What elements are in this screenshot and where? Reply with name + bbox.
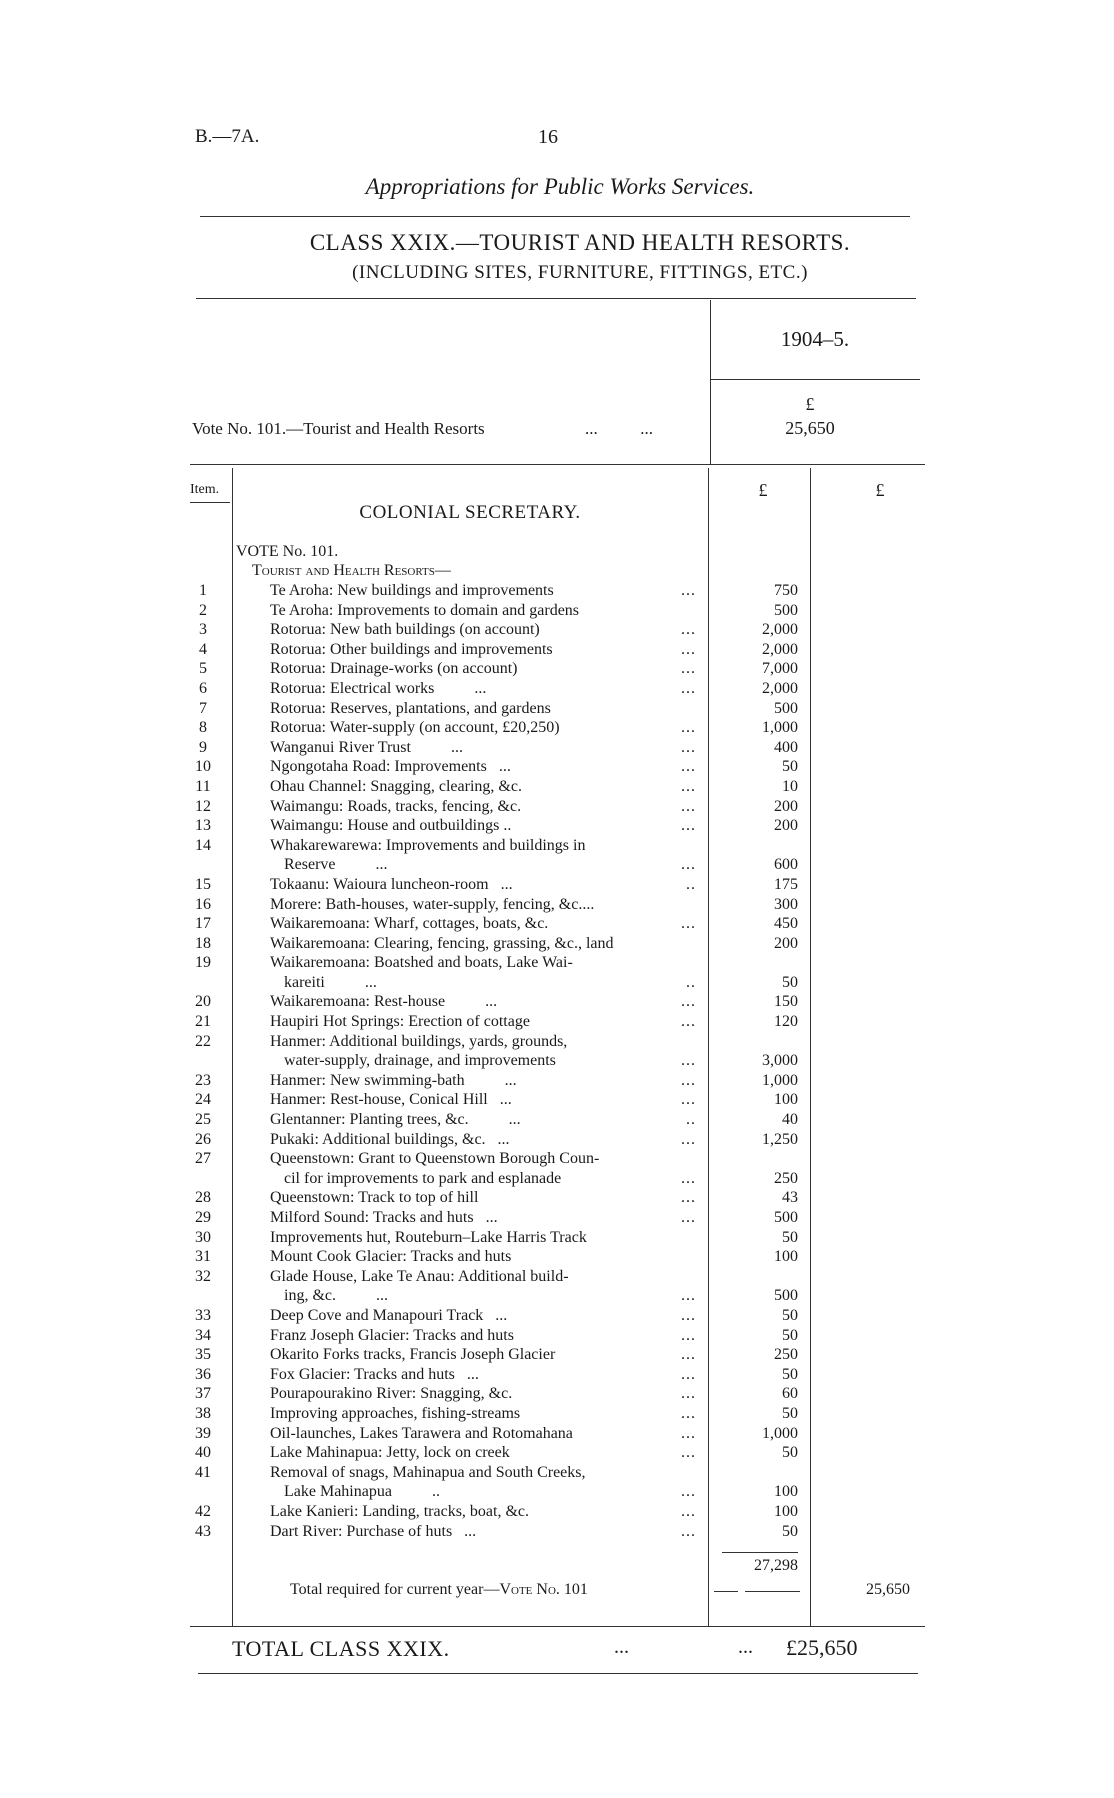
table-row [0, 581, 1114, 601]
item-description: kareiti ... [284, 973, 377, 991]
item-amount: 50 [782, 1306, 798, 1324]
item-number: 42 [195, 1502, 211, 1520]
item-amount: 2,000 [762, 679, 798, 697]
rule-under-title [196, 298, 916, 299]
item-amount: 300 [774, 895, 798, 913]
table-row [0, 1071, 1114, 1091]
item-description: Glade House, Lake Te Anau: Additional build- [270, 1267, 569, 1285]
item-number: 33 [195, 1306, 211, 1324]
total-amount: 25,650 [866, 1581, 910, 1598]
item-amount: 7,000 [762, 660, 798, 678]
total-class-dots-1: ... [614, 1636, 629, 1658]
item-description: Mount Cook Glacier: Tracks and huts [270, 1248, 512, 1266]
item-description: Improvements hut, Routeburn–Lake Harris Track [270, 1228, 587, 1246]
table-row [0, 1482, 1114, 1502]
table-row [0, 1130, 1114, 1150]
item-description: Rotorua: Water-supply (on account, £20,250) [270, 719, 560, 737]
item-number: 32 [195, 1267, 211, 1285]
item-number: 5 [199, 660, 207, 678]
item-amount: 50 [782, 1404, 798, 1422]
table-row [0, 953, 1114, 973]
total-class-label: TOTAL CLASS XXIX. [232, 1636, 450, 1661]
item-number: 37 [195, 1385, 211, 1403]
item-leader-dots: ... [681, 1306, 696, 1324]
item-leader-dots: ... [681, 1189, 696, 1207]
item-leader-dots: ... [681, 1444, 696, 1462]
year-rule [710, 379, 920, 380]
item-leader-dots: ... [681, 679, 696, 697]
vote-amount: 25,650 [785, 418, 835, 438]
table-row [0, 1208, 1114, 1228]
item-leader-dots: ... [681, 1502, 696, 1520]
table-row [0, 1306, 1114, 1326]
item-description: Whakarewarewa: Improvements and buildings in [270, 836, 586, 854]
item-description: Rotorua: Reserves, plantations, and gardens [270, 699, 551, 717]
item-number: 15 [195, 875, 211, 893]
item-amount: 500 [774, 601, 798, 619]
item-leader-dots: ... [681, 1483, 696, 1501]
item-number: 3 [199, 621, 207, 639]
item-leader-dots: ... [681, 1404, 696, 1422]
item-amount: 1,000 [762, 719, 798, 737]
rule-bottom-table [190, 1626, 925, 1627]
item-description: Hanmer: New swimming-bath ... [270, 1071, 517, 1089]
item-number: 1 [199, 582, 207, 599]
table-row [0, 895, 1114, 915]
vote-label: Vote No. 101.—Tourist and Health Resorts [192, 419, 485, 438]
item-description: Waimangu: Roads, tracks, fencing, &c. [270, 797, 522, 815]
item-number: 23 [195, 1071, 211, 1089]
total-class-dots-2: ... [738, 1636, 753, 1658]
item-leader-dots: ... [681, 738, 696, 756]
item-number: 24 [195, 1091, 211, 1109]
year-heading: 1904–5. [780, 327, 850, 351]
item-leader-dots: .. [686, 1111, 696, 1129]
table-row [0, 1051, 1114, 1071]
item-amount: 60 [782, 1385, 798, 1403]
summary-divider [710, 300, 711, 464]
item-leader-dots: ... [681, 640, 696, 658]
item-description: Rotorua: Drainage-works (on account) [270, 660, 518, 678]
table-row [0, 757, 1114, 777]
table-row [0, 914, 1114, 934]
page-reference: B.—7A. [195, 126, 260, 147]
item-number: 27 [195, 1150, 211, 1168]
table-row [0, 1090, 1114, 1110]
table-row [0, 1169, 1114, 1189]
item-amount: 50 [782, 1365, 798, 1383]
table-row [0, 718, 1114, 738]
table-row [0, 601, 1114, 621]
item-description: Lake Mahinapua: Jetty, lock on creek [270, 1444, 510, 1462]
item-number: 16 [195, 895, 211, 913]
item-number: 8 [199, 719, 207, 737]
table-row [0, 1228, 1114, 1248]
table-row [0, 1032, 1114, 1052]
item-amount: 100 [774, 1483, 798, 1501]
table-row [0, 836, 1114, 856]
item-amount: 400 [774, 738, 798, 756]
table-row [0, 1149, 1114, 1169]
item-description: Queenstown: Grant to Queenstown Borough Coun- [270, 1150, 600, 1168]
item-number: 38 [195, 1404, 211, 1422]
item-description: Waimangu: House and outbuildings .. [270, 817, 512, 835]
item-leader-dots: ... [681, 1209, 696, 1226]
item-amount: 1,000 [762, 1071, 798, 1089]
item-number: 28 [195, 1189, 211, 1207]
summary-currency: £ [805, 394, 815, 414]
table-row [0, 992, 1114, 1012]
item-amount: 40 [782, 1111, 798, 1129]
item-number: 41 [195, 1463, 211, 1481]
item-number: 40 [195, 1444, 211, 1462]
item-number: 19 [195, 954, 211, 972]
vote-heading: VOTE No. 101. [236, 543, 339, 560]
item-header: Item. [190, 482, 220, 497]
item-description: Okarito Forks tracks, Francis Joseph Glacier [270, 1346, 556, 1364]
item-number: 18 [195, 934, 211, 952]
department-heading: COLONIAL SECRETARY. [359, 502, 581, 523]
item-number: 25 [195, 1111, 211, 1129]
item-leader-dots: ... [681, 797, 696, 815]
item-leader-dots: ... [681, 777, 696, 795]
item-leader-dots: ... [681, 1013, 696, 1031]
item-description: Reserve ... [284, 856, 388, 874]
item-amount: 200 [774, 817, 798, 835]
class-title: CLASS XXIX.—TOURIST AND HEALTH RESORTS. [309, 230, 851, 255]
total-label [290, 1581, 588, 1599]
item-description: Franz Joseph Glacier: Tracks and huts [270, 1326, 514, 1344]
item-description: cil for improvements to park and esplanade [284, 1169, 562, 1187]
item-amount: 43 [782, 1189, 798, 1207]
item-number: 26 [195, 1130, 211, 1148]
item-number: 43 [195, 1522, 211, 1540]
item-amount: 1,250 [762, 1130, 798, 1148]
item-number: 10 [195, 758, 211, 776]
item-number: 7 [199, 699, 207, 717]
item-description: Lake Kanieri: Landing, tracks, boat, &c. [270, 1502, 530, 1520]
item-description: Te Aroha: New buildings and improvements [270, 582, 554, 599]
item-description: Rotorua: Electrical works ... [270, 679, 487, 697]
table-row [0, 738, 1114, 758]
item-description: Ohau Channel: Snagging, clearing, &c. [270, 777, 522, 795]
table-row [0, 1326, 1114, 1346]
item-leader-dots: ... [681, 856, 696, 874]
item-description: Fox Glacier: Tracks and huts ... [270, 1365, 479, 1383]
table-row [0, 875, 1114, 895]
item-number: 34 [195, 1326, 211, 1344]
item-description: Glentanner: Planting trees, &c. ... [270, 1111, 521, 1129]
item-number: 35 [195, 1346, 211, 1364]
item-leader-dots: ... [681, 993, 696, 1011]
item-number: 30 [195, 1228, 211, 1246]
item-amount: 500 [774, 1209, 798, 1226]
table-row [0, 699, 1114, 719]
item-description: Oil-launches, Lakes Tarawera and Rotomahana [270, 1424, 573, 1442]
item-number: 20 [195, 993, 211, 1011]
item-amount: 100 [774, 1248, 798, 1266]
item-amount: 50 [782, 973, 798, 991]
item-description: water-supply, drainage, and improvements [284, 1052, 556, 1070]
item-amount: 600 [774, 856, 798, 874]
rule-footer [198, 1673, 918, 1674]
table-row [0, 640, 1114, 660]
table-row [0, 1522, 1114, 1542]
rule-top [200, 216, 910, 217]
item-description: ing, &c. ... [284, 1287, 388, 1305]
item-description: Improving approaches, fishing-streams [270, 1404, 521, 1422]
amount-currency: £ [758, 480, 768, 500]
total-label-prefix: Total required for current year— [290, 1581, 500, 1598]
item-number: 31 [195, 1248, 211, 1266]
item-amount: 750 [774, 582, 798, 599]
item-amount: 10 [782, 777, 798, 795]
item-description: Waikaremoana: Rest-house ... [270, 993, 498, 1011]
item-leader-dots: ... [681, 1385, 696, 1403]
table-row [0, 973, 1114, 993]
item-number: 12 [195, 797, 211, 815]
item-description: Deep Cove and Manapouri Track ... [270, 1306, 508, 1324]
item-header-rule [190, 502, 230, 503]
item-number: 6 [199, 679, 207, 697]
subtotal-amount: 27,298 [754, 1557, 798, 1574]
item-leader-dots: ... [681, 1071, 696, 1089]
group-heading: Tourist and Health Resorts— [252, 562, 451, 579]
item-description: Waikaremoana: Boatshed and boats, Lake Wai- [270, 954, 573, 972]
table-row [0, 1286, 1114, 1306]
item-amount: 100 [774, 1091, 798, 1109]
item-amount: 500 [774, 699, 798, 717]
item-amount: 50 [782, 1522, 798, 1540]
item-leader-dots: ... [681, 1346, 696, 1364]
item-description: Queenstown: Track to top of hill [270, 1189, 479, 1207]
rule-under-summary [190, 464, 925, 465]
item-leader-dots: ... [681, 758, 696, 776]
table-row [0, 659, 1114, 679]
item-number: 11 [195, 777, 211, 795]
item-leader-dots: ... [681, 621, 696, 639]
table-row [0, 1384, 1114, 1404]
item-leader-dots: ... [681, 1130, 696, 1148]
table-row [0, 1424, 1114, 1444]
item-leader-dots: ... [681, 582, 696, 599]
table-row [0, 1345, 1114, 1365]
item-leader-dots: ... [681, 1365, 696, 1383]
item-leader-dots: ... [681, 1522, 696, 1540]
table-row [0, 1267, 1114, 1287]
item-description: Wanganui River Trust ... [270, 738, 463, 756]
item-description: Morere: Bath-houses, water-supply, fencing, &c.... [270, 895, 595, 913]
total-dash-2 [745, 1591, 800, 1592]
item-amount: 50 [782, 1326, 798, 1344]
item-description: Hanmer: Additional buildings, yards, grounds, [270, 1032, 568, 1050]
item-leader-dots: ... [681, 915, 696, 933]
item-description: Pourapourakino River: Snagging, &c. [270, 1385, 513, 1403]
item-list [0, 581, 1114, 1541]
item-description: Waikaremoana: Wharf, cottages, boats, &c. [270, 915, 549, 933]
class-subtitle: (INCLUDING SITES, FURNITURE, FITTINGS, ETC.) [352, 262, 808, 283]
item-number: 21 [195, 1013, 211, 1031]
item-number: 39 [195, 1424, 211, 1442]
table-row [0, 1365, 1114, 1385]
item-amount: 200 [774, 934, 798, 952]
item-amount: 100 [774, 1502, 798, 1520]
item-number: 36 [195, 1365, 211, 1383]
item-amount: 2,000 [762, 640, 798, 658]
item-leader-dots: ... [681, 1287, 696, 1305]
item-number: 14 [195, 836, 211, 854]
page-number: 16 [538, 126, 558, 148]
item-leader-dots: .. [686, 875, 696, 893]
item-amount: 250 [774, 1346, 798, 1364]
item-number: 17 [195, 915, 211, 933]
item-description: Haupiri Hot Springs: Erection of cottage [270, 1013, 530, 1031]
table-row [0, 1110, 1114, 1130]
item-amount: 500 [774, 1287, 798, 1305]
item-amount: 3,000 [762, 1052, 798, 1070]
item-amount: 50 [782, 1228, 798, 1246]
item-number: 9 [199, 738, 207, 756]
table-row [0, 1012, 1114, 1032]
item-leader-dots: ... [681, 1424, 696, 1442]
table-row [0, 934, 1114, 954]
item-leader-dots: ... [681, 660, 696, 678]
item-description: Milford Sound: Tracks and huts ... [270, 1209, 498, 1226]
item-leader-dots: ... [681, 1052, 696, 1070]
item-description: Dart River: Purchase of huts ... [270, 1522, 477, 1540]
item-amount: 150 [774, 993, 798, 1011]
item-amount: 50 [782, 758, 798, 776]
table-row [0, 1443, 1114, 1463]
item-leader-dots: ... [681, 719, 696, 737]
item-amount: 2,000 [762, 621, 798, 639]
item-number: 29 [195, 1209, 211, 1226]
item-amount: 200 [774, 797, 798, 815]
table-row [0, 1404, 1114, 1424]
item-description: Pukaki: Additional buildings, &c. ... [270, 1130, 510, 1148]
subtotal-rule [722, 1552, 798, 1553]
item-description: Waikaremoana: Clearing, fencing, grassing, &c., land [270, 934, 614, 952]
item-description: Rotorua: New bath buildings (on account) [270, 621, 540, 639]
table-row [0, 855, 1114, 875]
item-description: Lake Mahinapua .. [284, 1483, 440, 1501]
item-number: 2 [199, 601, 207, 619]
item-leader-dots: ... [681, 817, 696, 835]
table-row [0, 1502, 1114, 1522]
item-description: Tokaanu: Waioura luncheon-room ... [270, 875, 513, 893]
item-description: Hanmer: Rest-house, Conical Hill ... [270, 1091, 512, 1109]
table-row [0, 1188, 1114, 1208]
item-number: 22 [195, 1032, 211, 1050]
item-leader-dots: ... [681, 1091, 696, 1109]
table-row [0, 620, 1114, 640]
table-row [0, 797, 1114, 817]
item-amount: 1,000 [762, 1424, 798, 1442]
table-row [0, 1463, 1114, 1483]
vote-dots: ... ... [585, 419, 653, 438]
item-amount: 50 [782, 1444, 798, 1462]
item-description: Removal of snags, Mahinapua and South Creeks, [270, 1463, 586, 1481]
page-title: Appropriations for Public Works Services. [365, 174, 755, 199]
table-row [0, 1247, 1114, 1267]
total-class-amount: £25,650 [786, 1635, 858, 1660]
item-description: Rotorua: Other buildings and improvements [270, 640, 553, 658]
item-amount: 120 [774, 1013, 798, 1031]
item-description: Te Aroha: Improvements to domain and gardens [270, 601, 580, 619]
item-amount: 175 [774, 875, 798, 893]
item-description: Ngongotaha Road: Improvements ... [270, 758, 511, 776]
table-row [0, 777, 1114, 797]
item-number: 13 [195, 817, 211, 835]
item-leader-dots: .. [686, 973, 696, 991]
total-label-vote: Vote No. 101 [499, 1581, 588, 1598]
item-amount: 450 [774, 915, 798, 933]
table-row [0, 816, 1114, 836]
item-leader-dots: ... [681, 1169, 696, 1187]
item-number: 4 [199, 640, 207, 658]
item-leader-dots: ... [681, 1326, 696, 1344]
total-currency: £ [875, 480, 885, 500]
total-dash-1 [714, 1591, 738, 1592]
table-row [0, 679, 1114, 699]
item-amount: 250 [774, 1169, 798, 1187]
